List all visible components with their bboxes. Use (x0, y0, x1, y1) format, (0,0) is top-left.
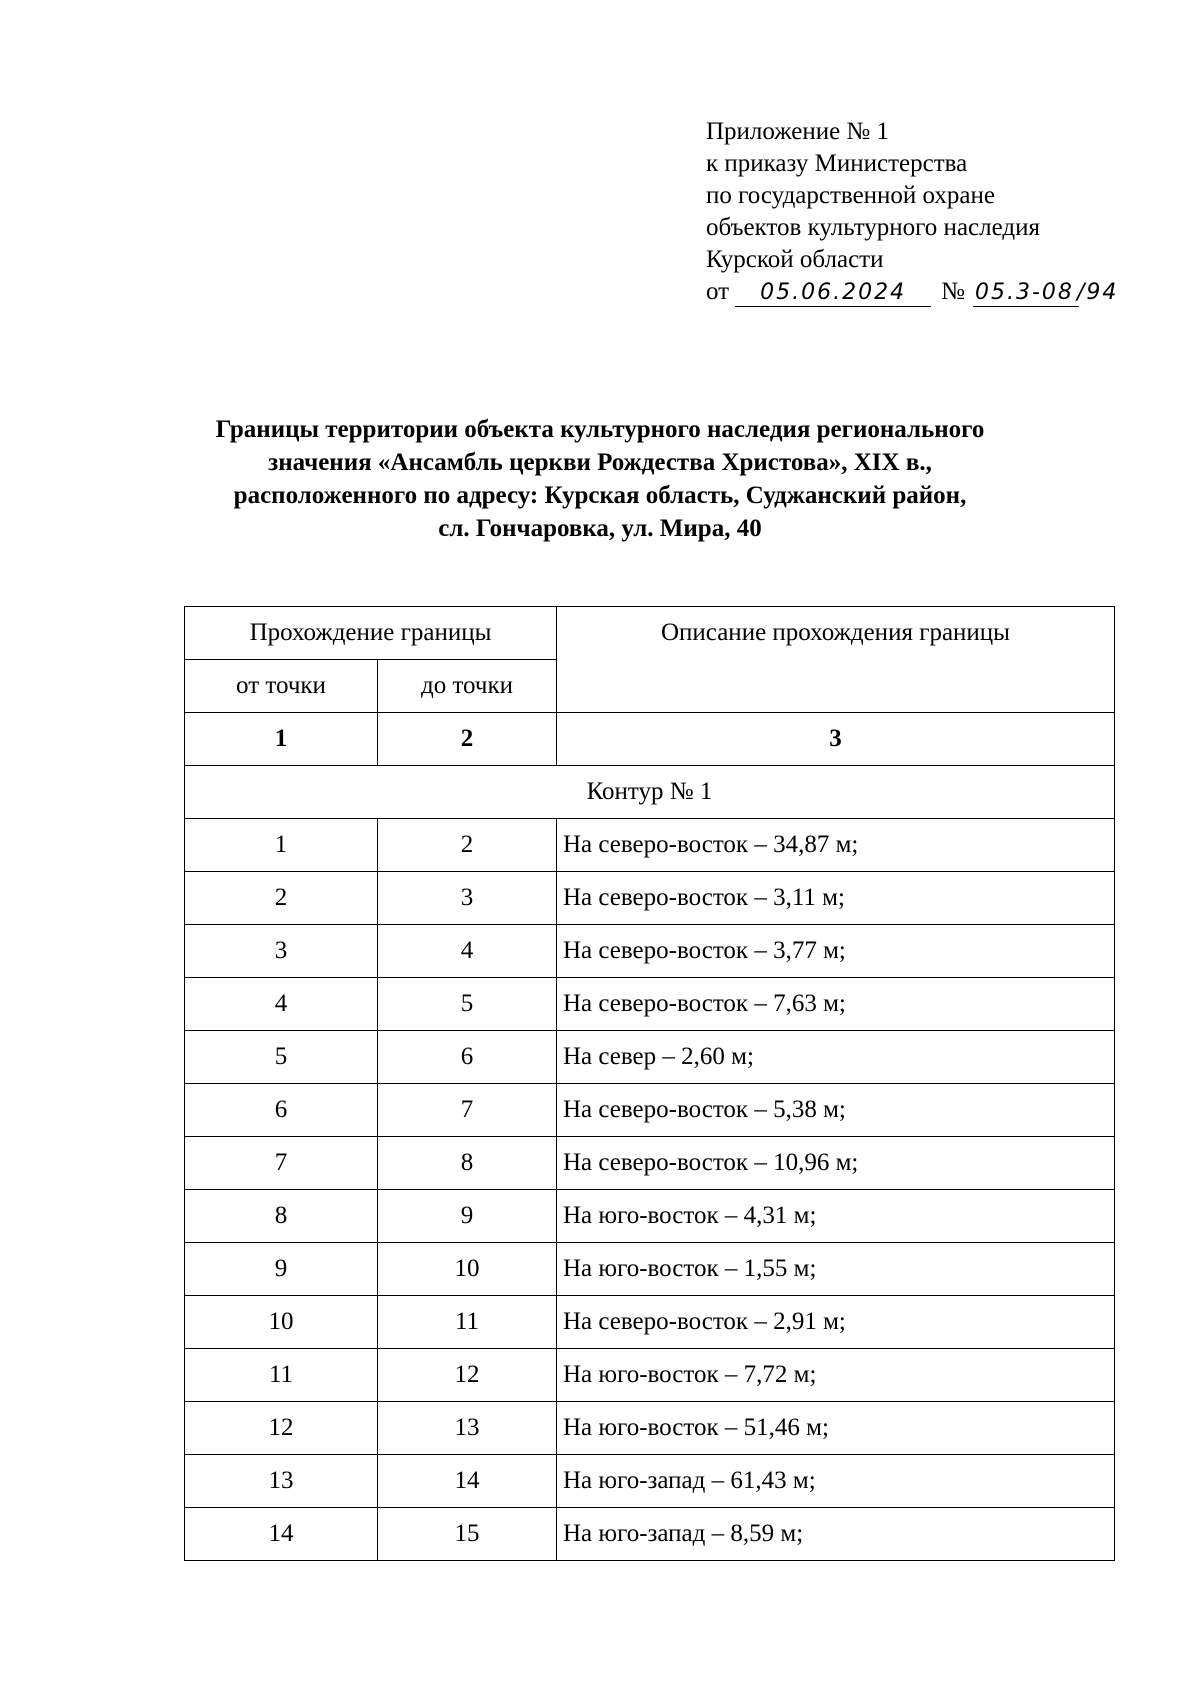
description-cell: На юго-восток – 4,31 м; (557, 1190, 1115, 1243)
column-number-1: 1 (185, 713, 378, 766)
number-label: № (941, 278, 965, 305)
description-cell: На юго-запад – 8,59 м; (557, 1508, 1115, 1561)
attachment-line-2: к приказу Министерства (706, 150, 968, 177)
table-row (185, 1031, 1115, 1084)
handwritten-number-tail: /94 (1076, 280, 1119, 305)
from-point-cell: 5 (185, 1031, 378, 1084)
document-title (150, 413, 1050, 545)
table-row (185, 925, 1115, 978)
from-point-cell: 11 (185, 1349, 378, 1402)
to-point-cell: 13 (378, 1402, 557, 1455)
table-row (185, 1190, 1115, 1243)
table-row (185, 1296, 1115, 1349)
table-row (185, 1137, 1115, 1190)
attachment-line-1: Приложение № 1 (706, 118, 890, 145)
from-point-cell: 9 (185, 1243, 378, 1296)
contour-row (185, 766, 1115, 819)
boundary-rows (185, 819, 1115, 1561)
title-line-3: расположенного по адресу: Курская область, Суджанский район, (233, 482, 967, 509)
table-row (185, 1508, 1115, 1561)
from-point-cell: 12 (185, 1402, 378, 1455)
to-point-cell: 5 (378, 978, 557, 1031)
description-cell: На северо-восток – 2,91 м; (557, 1296, 1115, 1349)
to-point-cell: 3 (378, 872, 557, 925)
from-point-cell: 14 (185, 1508, 378, 1561)
to-point-cell: 10 (378, 1243, 557, 1296)
header-row-1 (185, 607, 1115, 660)
attachment-line-3: по государственной охране (706, 182, 996, 209)
from-point-cell: 7 (185, 1137, 378, 1190)
to-point-cell: 8 (378, 1137, 557, 1190)
table-row (185, 978, 1115, 1031)
from-point-cell: 4 (185, 978, 378, 1031)
handwritten-date: 05.06.2024 (735, 280, 931, 307)
to-point-cell: 9 (378, 1190, 557, 1243)
contour-label: Контур № 1 (185, 766, 1115, 819)
to-point-cell: 6 (378, 1031, 557, 1084)
attachment-block (706, 116, 1118, 309)
title-line-2: значения «Ансамбль церкви Рождества Христова», XIX в., (268, 449, 932, 476)
from-point-cell: 13 (185, 1455, 378, 1508)
table-row (185, 1455, 1115, 1508)
from-point-cell: 1 (185, 819, 378, 872)
header-from: от точки (185, 660, 378, 713)
description-cell: На северо-восток – 5,38 м; (557, 1084, 1115, 1137)
to-point-cell: 2 (378, 819, 557, 872)
to-point-cell: 15 (378, 1508, 557, 1561)
column-number-2: 2 (378, 713, 557, 766)
column-number-row (185, 713, 1115, 766)
to-point-cell: 4 (378, 925, 557, 978)
description-cell: На северо-восток – 34,87 м; (557, 819, 1115, 872)
description-cell: На юго-восток – 7,72 м; (557, 1349, 1115, 1402)
column-number-3: 3 (557, 713, 1115, 766)
table-row (185, 872, 1115, 925)
attachment-line-5: Курской области (706, 246, 884, 273)
description-cell: На юго-запад – 61,43 м; (557, 1455, 1115, 1508)
description-cell: На юго-восток – 51,46 м; (557, 1402, 1115, 1455)
description-cell: На северо-восток – 3,11 м; (557, 872, 1115, 925)
order-date-number-line (706, 276, 1118, 309)
to-point-cell: 12 (378, 1349, 557, 1402)
table-row (185, 1084, 1115, 1137)
header-passage: Прохождение границы (185, 607, 557, 660)
description-cell: На северо-восток – 3,77 м; (557, 925, 1115, 978)
boundary-table (184, 606, 1115, 1561)
description-cell: На северо-восток – 7,63 м; (557, 978, 1115, 1031)
handwritten-number: 05.3-08 (973, 280, 1079, 307)
from-point-cell: 10 (185, 1296, 378, 1349)
description-cell: На север – 2,60 м; (557, 1031, 1115, 1084)
table-row (185, 1402, 1115, 1455)
description-cell: На юго-восток – 1,55 м; (557, 1243, 1115, 1296)
title-line-4: сл. Гончаровка, ул. Мира, 40 (438, 515, 762, 542)
from-point-cell: 3 (185, 925, 378, 978)
from-point-cell: 8 (185, 1190, 378, 1243)
from-point-cell: 2 (185, 872, 378, 925)
table-row (185, 819, 1115, 872)
from-point-cell: 6 (185, 1084, 378, 1137)
to-point-cell: 14 (378, 1455, 557, 1508)
attachment-line-4: объектов культурного наследия (706, 214, 1040, 241)
from-label: от (706, 278, 730, 305)
header-description: Описание прохождения границы (557, 607, 1115, 713)
table-row (185, 1243, 1115, 1296)
header-to: до точки (378, 660, 557, 713)
table-row (185, 1349, 1115, 1402)
description-cell: На северо-восток – 10,96 м; (557, 1137, 1115, 1190)
to-point-cell: 11 (378, 1296, 557, 1349)
title-line-1: Границы территории объекта культурного наследия регионального (215, 416, 985, 443)
to-point-cell: 7 (378, 1084, 557, 1137)
